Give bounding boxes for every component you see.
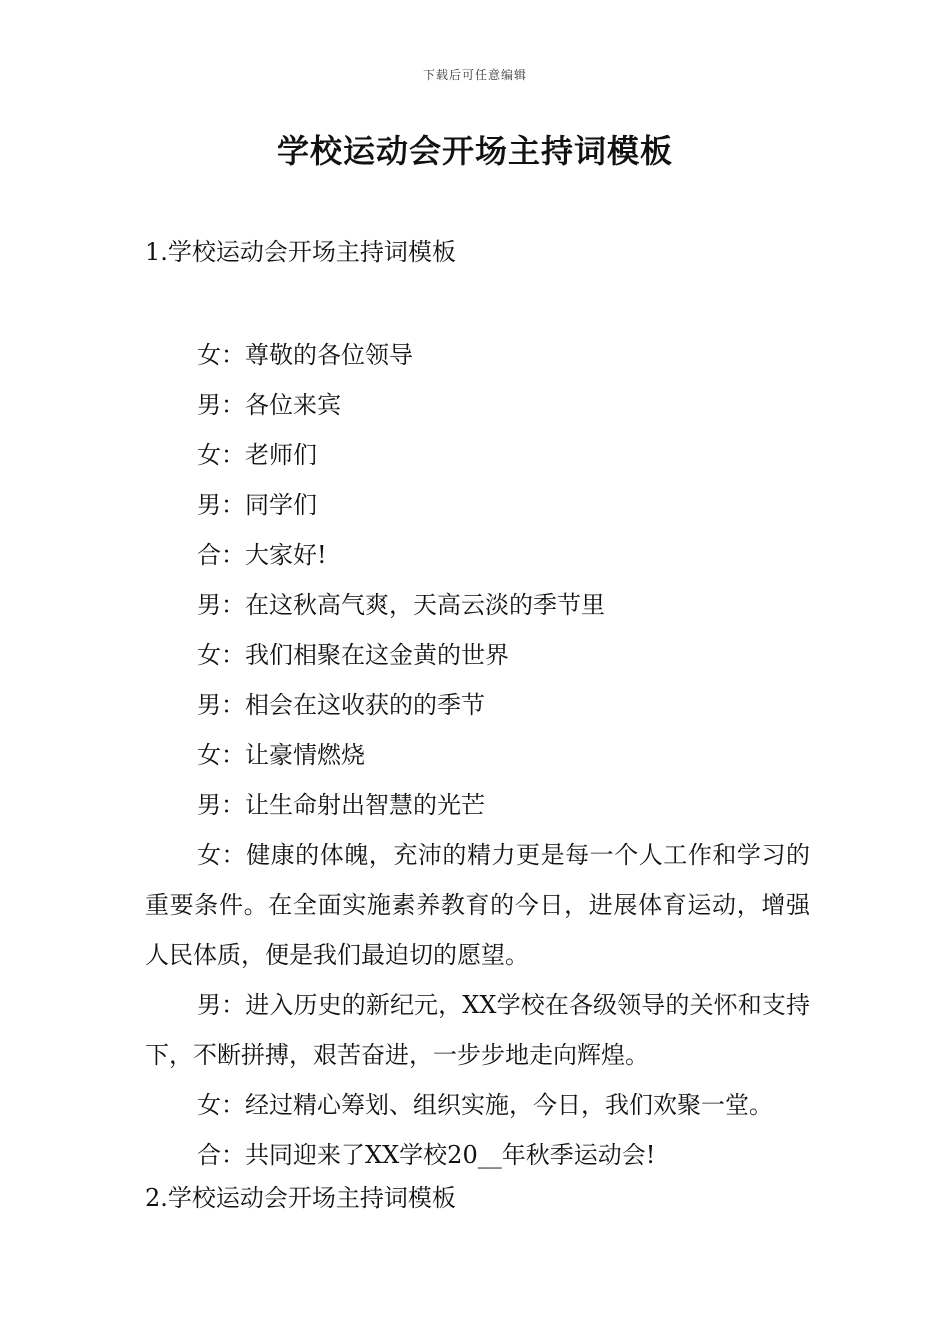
dialogue-line: 男：在这秋高气爽，天高云淡的季节里	[197, 591, 605, 619]
section-heading-2: 2.学校运动会开场主持词模板	[145, 1184, 456, 1212]
dialogue-line: 女：经过精心筹划、组织实施，今日，我们欢聚一堂。	[197, 1091, 773, 1119]
document-title: 学校运动会开场主持词模板	[276, 132, 673, 170]
document-body	[145, 330, 810, 1180]
dialogue-line: 合：共同迎来了XX学校20__年秋季运动会!	[197, 1141, 656, 1169]
header-note: 下载后可任意编辑	[422, 68, 527, 82]
section-heading-1: 1.学校运动会开场主持词模板	[145, 238, 456, 266]
dialogue-line: 合：大家好!	[197, 541, 327, 569]
dialogue-paragraph: 女：健康的体魄，充沛的精力更是每一个人工作和学习的重要条件。在全面实施素养教育的今日，进展体育运动，增强人民体质，便是我们最迫切的愿望。	[145, 841, 810, 969]
dialogue-line: 男：相会在这收获的的季节	[197, 691, 485, 719]
dialogue-line: 男：同学们	[197, 491, 317, 519]
dialogue-line: 女：让豪情燃烧	[197, 741, 365, 769]
dialogue-paragraph: 男：进入历史的新纪元，XX学校在各级领导的关怀和支持下，不断拼搏，艰苦奋进，一步步地走向辉煌。	[145, 991, 810, 1069]
dialogue-line: 男：各位来宾	[197, 391, 341, 419]
dialogue-line: 女：老师们	[197, 441, 317, 469]
dialogue-line: 女：尊敬的各位领导	[197, 341, 413, 369]
dialogue-line: 女：我们相聚在这金黄的世界	[197, 641, 509, 669]
dialogue-line: 男：让生命射出智慧的光芒	[197, 791, 485, 819]
